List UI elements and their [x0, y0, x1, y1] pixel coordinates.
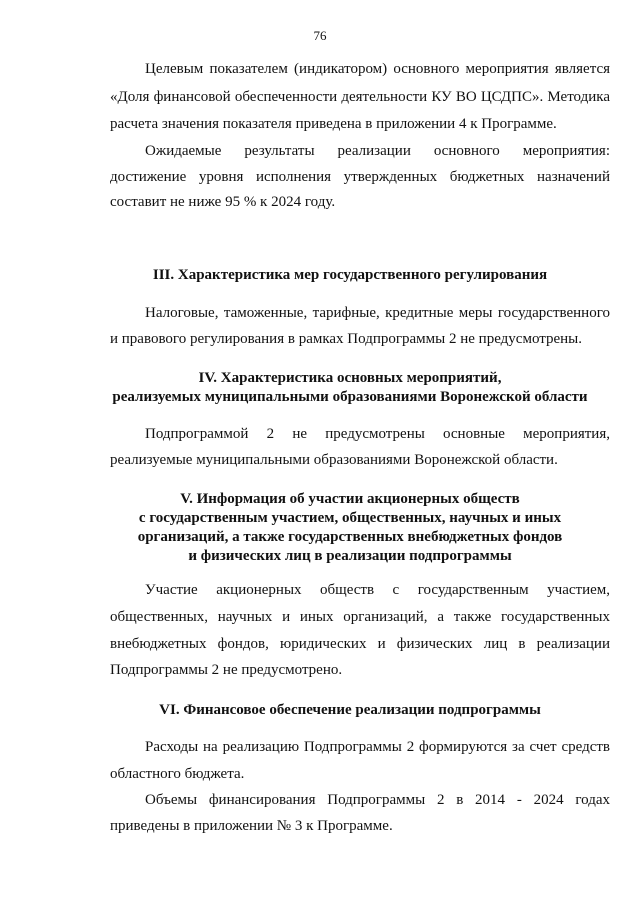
paragraph-line: «Доля финансовой обеспеченности деятельности КУ ВО ЦСДПС». Методика	[110, 89, 610, 105]
paragraph-line: Подпрограммой 2 не предусмотрены основные мероприятия,	[145, 426, 610, 442]
paragraph-line: общественных, научных и иных организаций, а также государственных	[110, 609, 610, 625]
paragraph-line: внебюджетных фондов, юридических и физических лиц в реализации	[110, 636, 610, 652]
paragraph-line: Объемы финансирования Подпрограммы 2 в 2014 - 2024 годах	[145, 792, 610, 808]
section-heading: с государственным участием, общественных, научных и иных	[138, 510, 562, 526]
section-heading: и физических лиц в реализации подпрограммы	[188, 548, 512, 564]
section-heading: организаций, а также государственных внебюджетных фондов	[137, 529, 563, 545]
paragraph-line: Налоговые, таможенные, тарифные, кредитные меры государственного	[145, 305, 610, 321]
page-number: 76	[313, 28, 327, 43]
section-heading: IV. Характеристика основных мероприятий,	[198, 370, 502, 386]
section-heading: III. Характеристика мер государственного регулирования	[152, 267, 548, 283]
paragraph-line: Расходы на реализацию Подпрограммы 2 формируются за счет средств	[145, 739, 610, 755]
section-heading: VI. Финансовое обеспечение реализации подпрограммы	[159, 702, 541, 718]
paragraph-line: и правового регулирования в рамках Подпрограммы 2 не предусмотрены.	[110, 331, 583, 347]
paragraph-line: областного бюджета.	[110, 766, 245, 782]
paragraph-line: достижение уровня исполнения утвержденных бюджетных назначений	[110, 169, 610, 185]
paragraph-line: реализуемые муниципальными образованиями Воронежской области.	[110, 452, 558, 468]
paragraph-line: Ожидаемые результаты реализации основного мероприятия:	[145, 143, 610, 159]
paragraph-line: Подпрограммы 2 не предусмотрено.	[110, 662, 343, 678]
paragraph-line: Целевым показателем (индикатором) основного мероприятия является	[145, 61, 610, 77]
section-heading: V. Информация об участии акционерных обществ	[180, 491, 520, 507]
paragraph-line: расчета значения показателя приведена в приложении 4 к Программе.	[110, 116, 557, 132]
section-heading: реализуемых муниципальными образованиями Воронежской области	[112, 389, 588, 405]
paragraph-line: Участие акционерных обществ с государственным участием,	[145, 582, 610, 598]
paragraph-line: составит не ниже 95 % к 2024 году.	[110, 194, 336, 210]
paragraph-line: приведены в приложении № 3 к Программе.	[110, 818, 393, 834]
